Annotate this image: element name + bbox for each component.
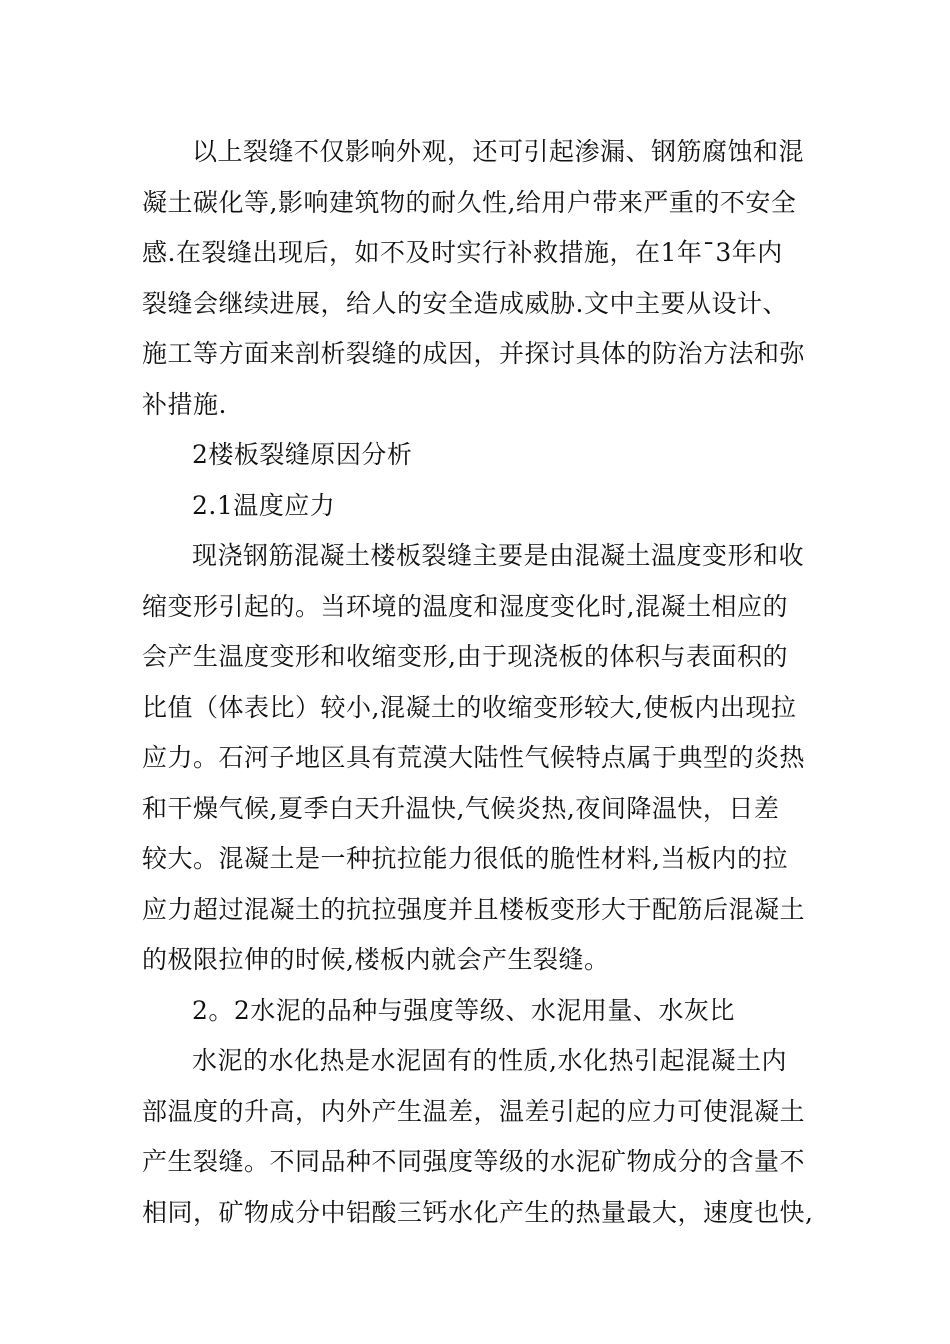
section-heading: 2楼板裂缝原因分析 — [192, 440, 413, 469]
text-line: 的极限拉伸的时候,楼板内就会产生裂缝。 — [142, 945, 610, 974]
text-line: 缩变形引起的。当环境的温度和湿度变化时,混凝土相应的 — [142, 591, 788, 621]
text-line: 部温度的升高，内外产生温差，温差引起的应力可使混凝土 — [142, 1096, 806, 1126]
text-line: 施工等方面来剖析裂缝的成因，并探讨具体的防治方法和弥 — [142, 339, 806, 368]
text-line: 现浇钢筋混凝土楼板裂缝主要是由混凝土温度变形和收 — [192, 541, 805, 570]
text-line: 感.在裂缝出现后，如不及时实行补救措施，在1年¯3年内 — [142, 238, 783, 267]
text-line: 和干燥气候,夏季白天升温快,气候炎热,夜间降温快，日差 — [142, 793, 780, 823]
text-line: 较大。混凝土是一种抗拉能力很低的脆性材料,当板内的拉 — [142, 844, 788, 873]
text-line: 应力。石河子地区具有荒漠大陆性气候特点属于典型的炎热 — [142, 743, 806, 772]
text-line: 水泥的水化热是水泥固有的性质,水化热引起混凝土内 — [192, 1046, 787, 1075]
text-line: 以上裂缝不仅影响外观，还可引起渗漏、钢筋腐蚀和混 — [192, 137, 805, 166]
subsection-heading: 2.1温度应力 — [192, 490, 336, 520]
text-line: 裂缝会继续进展，给人的安全造成威胁.文中主要从设计、 — [142, 288, 788, 318]
text-line: 比值（体表比）较小,混凝土的收缩变形较大,使板内出现拉 — [142, 692, 797, 722]
body-text — [142, 127, 812, 1238]
text-line: 应力超过混凝土的抗拉强度并且楼板变形大于配筋后混凝土 — [142, 894, 806, 924]
text-line: 会产生温度变形和收缩变形,由于现浇板的体积与表面积的 — [142, 642, 788, 671]
text-line: 凝土碳化等,影响建筑物的耐久性,给用户带来严重的不安全 — [142, 187, 797, 217]
text-line: 相同，矿物成分中铝酸三钙水化产生的热量最大，速度也快, — [142, 1197, 814, 1227]
subsection-heading: 2。2水泥的品种与强度等级、水泥用量、水灰比 — [192, 995, 735, 1025]
text-line: 产生裂缝。不同品种不同强度等级的水泥矿物成分的含量不 — [142, 1147, 806, 1176]
text-line: 补措施. — [142, 389, 227, 419]
